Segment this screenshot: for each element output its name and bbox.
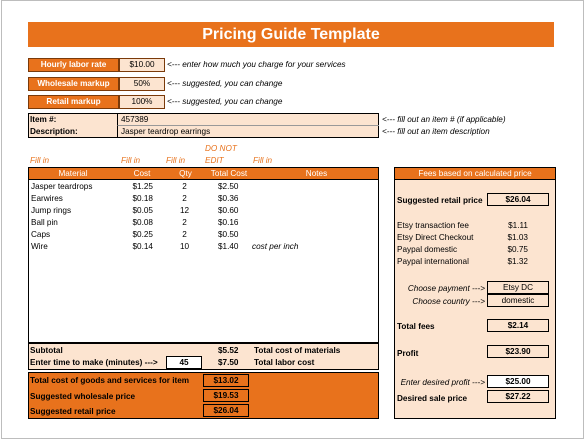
total-cost-cell: $1.40 [218,242,239,251]
cost-cell[interactable]: $0.18 [132,194,153,203]
item-number-note: <--- fill out an item # (if applicable) [382,115,506,124]
fees-header: Fees based on calculated price [394,167,556,180]
qty-cell[interactable]: 2 [182,230,187,239]
etsy-transaction-value: $1.11 [508,221,528,230]
cost-cell[interactable]: $1.25 [132,182,153,191]
etsy-direct-value: $1.03 [507,233,528,242]
profit-label: Profit [397,349,419,358]
wholesale-price-label: Suggested wholesale price [30,392,136,401]
choose-country-label: Choose country ---> [412,297,485,306]
choose-payment-label: Choose payment ---> [407,284,485,293]
table-row [28,217,379,229]
goods-services-label: Total cost of goods and services for item [30,376,190,385]
subtotal-label: Subtotal [30,346,63,355]
table-row [28,229,379,241]
time-label: Enter time to make (minutes) ---> [30,358,158,367]
suggested-retail-label: Suggested retail price [397,196,483,205]
profit-value: $23.90 [487,345,549,358]
fill-in-hint-cost: Fill in [121,156,141,165]
labor-cost-value: $7.50 [218,358,239,367]
subtotal-value: $5.52 [218,346,239,355]
do-not-hint: DO NOT [205,144,237,153]
hourly-rate-label: Hourly labor rate [28,58,119,72]
header-material: Material [58,169,88,178]
time-input[interactable]: 45 [166,356,202,369]
retail-markup-input[interactable]: 100% [119,95,165,109]
retail-price-value: $26.04 [203,404,249,417]
edit-hint: EDIT [205,156,224,165]
hourly-rate-note: <--- enter how much you charge for your services [167,60,346,69]
header-cost: Cost [133,169,151,178]
total-fees-value: $2.14 [487,319,549,332]
qty-cell[interactable]: 12 [179,206,190,215]
choose-payment-select[interactable]: Etsy DC [487,281,549,294]
cost-cell[interactable]: $0.25 [132,230,153,239]
wholesale-markup-label: Wholesale markup [28,77,119,91]
material-cell[interactable]: Caps [31,230,51,239]
header-notes: Notes [305,169,328,178]
description-label: Description: [30,127,78,136]
desired-sale-value: $27.22 [487,390,549,403]
cost-cell[interactable]: $0.14 [132,242,153,251]
qty-cell[interactable]: 10 [179,242,190,251]
paypal-international-label: Paypal international [397,257,469,266]
table-row [28,181,379,193]
desired-profit-label: Enter desired profit ---> [400,378,485,387]
wholesale-price-value: $19.53 [203,389,249,402]
material-cell[interactable]: Wire [31,242,48,251]
description-note: <--- fill out an item description [382,127,490,136]
etsy-direct-label: Etsy Direct Checkout [397,233,474,242]
table-row [28,193,379,205]
paypal-domestic-value: $0.75 [507,245,528,254]
fill-in-hint-material: Fill in [30,156,50,165]
cost-cell[interactable]: $0.08 [132,218,153,227]
materials-header-row [28,167,379,180]
total-cost-cell: $2.50 [218,182,239,191]
material-cell[interactable]: Jasper teardrops [31,182,93,191]
material-cell[interactable]: Ball pin [31,218,58,227]
fill-in-hint-notes: Fill in [253,156,273,165]
etsy-transaction-label: Etsy transaction fee [397,221,469,230]
choose-country-select[interactable]: domestic [487,294,549,307]
material-cell[interactable]: Jump rings [31,206,72,215]
fill-in-hint-qty: Fill in [166,156,186,165]
total-labor-label: Total labor cost [254,358,315,367]
paypal-domestic-label: Paypal domestic [397,245,458,254]
wholesale-markup-input[interactable]: 50% [119,77,165,91]
cost-cell[interactable]: $0.05 [132,206,153,215]
desired-profit-input[interactable]: $25.00 [487,375,549,388]
total-cost-cell: $0.50 [218,230,239,239]
qty-cell[interactable]: 2 [182,182,187,191]
item-number-label: Item #: [30,115,57,124]
page-title: Pricing Guide Template [28,22,554,47]
item-number-cell [117,113,379,126]
wholesale-markup-note: <--- suggested, you can change [167,79,283,88]
description-input[interactable]: Jasper teardrop earrings [121,127,211,136]
paypal-international-value: $1.32 [507,257,528,266]
total-cost-cell: $0.36 [218,194,239,203]
qty-cell[interactable]: 2 [182,218,187,227]
desired-sale-label: Desired sale price [397,394,468,403]
qty-cell[interactable]: 2 [182,194,187,203]
description-divider [117,126,118,138]
total-cost-cell: $0.16 [218,218,239,227]
total-fees-label: Total fees [397,322,435,331]
total-materials-label: Total cost of materials [254,346,341,355]
hourly-rate-input[interactable]: $10.00 [119,58,165,72]
retail-markup-label: Retail markup [28,95,119,109]
item-number-input[interactable]: 457389 [121,115,149,124]
table-row [28,241,379,253]
header-total-cost: Total Cost [210,169,248,178]
retail-price-label: Suggested retail price [30,407,116,416]
goods-services-value: $13.02 [203,374,249,387]
suggested-retail-value: $26.04 [487,193,549,206]
retail-markup-note: <--- suggested, you can change [167,97,283,106]
table-row [28,205,379,217]
total-cost-cell: $0.60 [218,206,239,215]
material-cell[interactable]: Earwires [31,194,63,203]
notes-cell[interactable]: cost per inch [252,242,299,251]
header-qty: Qty [179,169,192,178]
